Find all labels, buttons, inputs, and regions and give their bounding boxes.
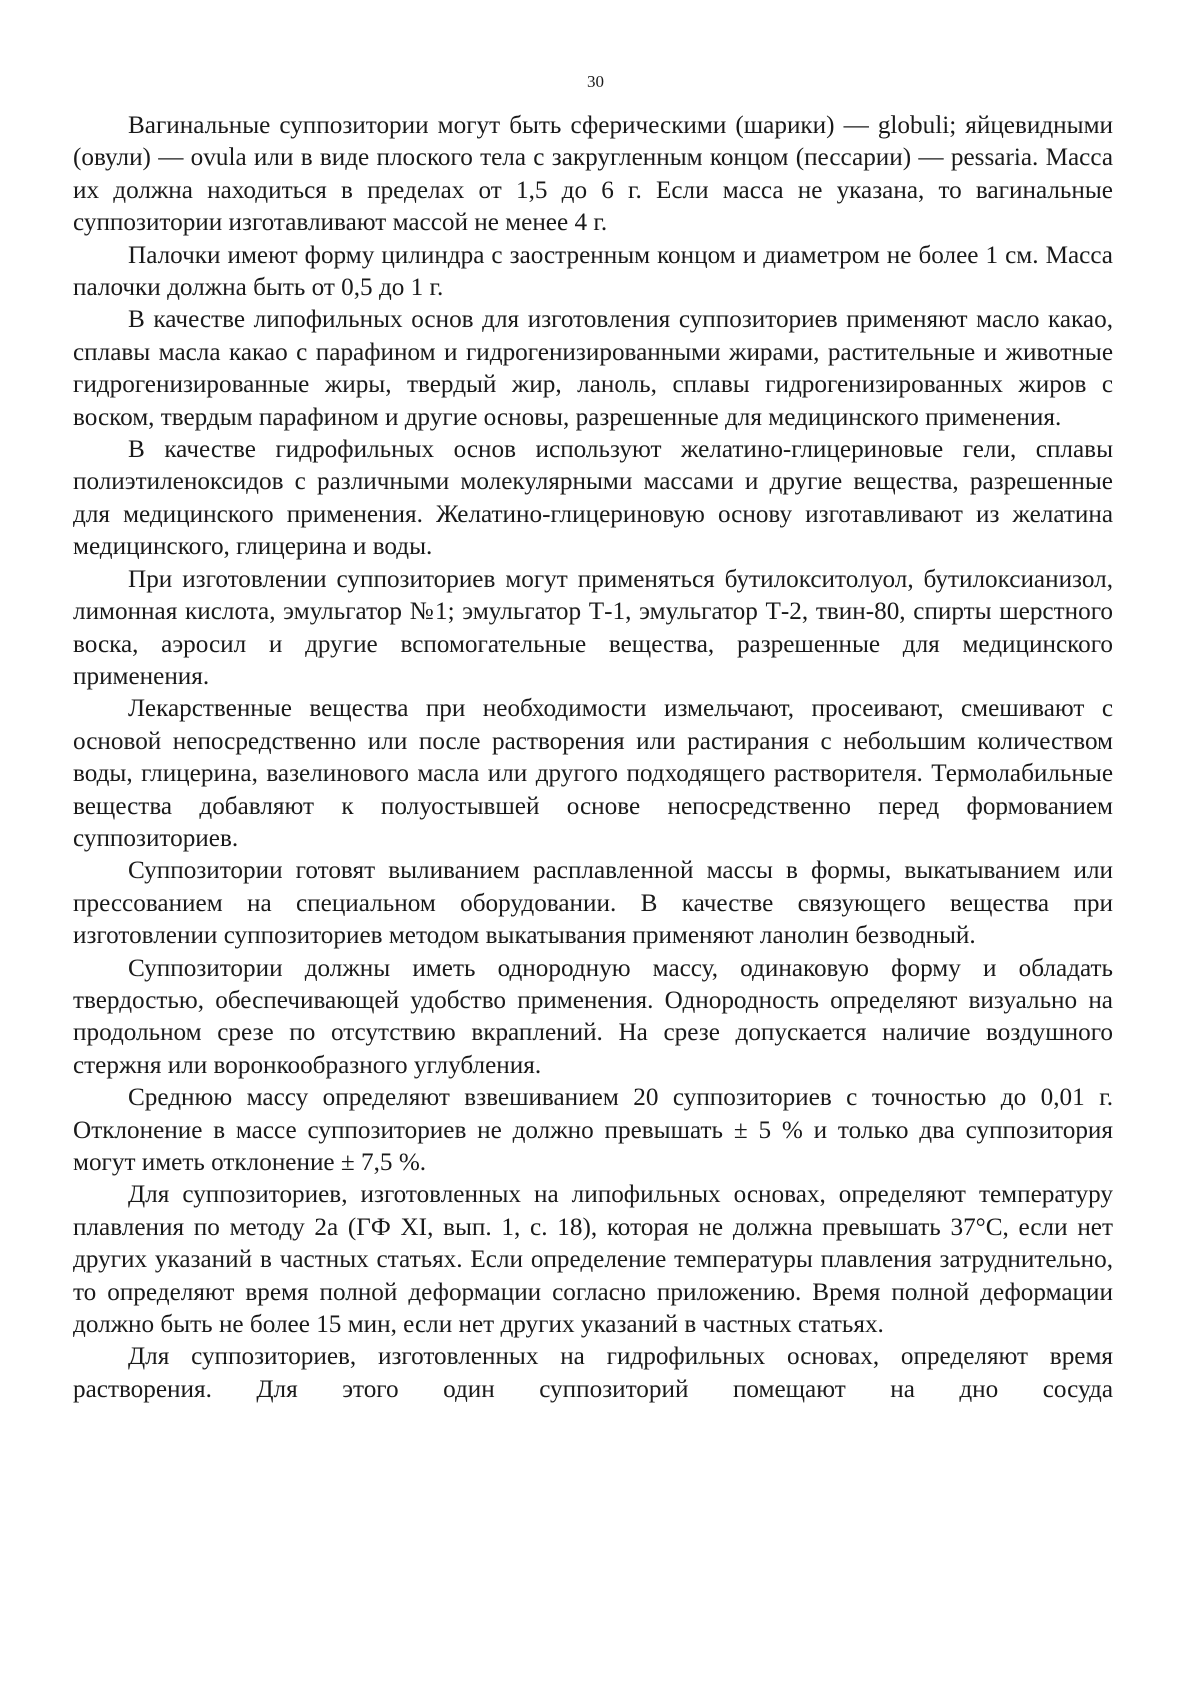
paragraph-dissolution-time: Для суппозиториев, изготовленных на гидрофильных основах, определяют время растворения. Для этого один суппозиторий помещают на дно сосуда (73, 1343, 1113, 1403)
paragraph-lipophilic-bases: В качестве липофильных основ для изготовления суппозиториев применяют масло какао, сплавы масла какао с парафином и гидрогенизированными жирами, растительные и животные гидрогенизированные жиры, твердый жир, ланоль, сплавы гидрогенизированных жиров с воском, твердым парафином и другие основы, разрешенные для медицинского применения. (73, 306, 1113, 431)
page-number: 30 (587, 72, 604, 91)
paragraph-average-mass: Среднюю массу определяют взвешиванием 20 суппозиториев с точностью до 0,01 г. Отклонение в массе суппозиториев не должно превышать ± 5 % и только два суппозитория могут иметь отклонение ± 7,5 %. (73, 1084, 1113, 1176)
document-body (73, 110, 1113, 1406)
paragraph-vaginal-suppositories: Вагинальные суппозитории могут быть сферическими (шарики) — globuli; яйцевидными (овули) — ovula или в виде плоского тела с закругленным концом (пессарии) — pessaria. Масса их должна находиться в пределах от 1,5 до 6 г. Если масса не указана, то вагинальные суппозитории изготавливают массой не менее 4 г. (73, 112, 1113, 237)
paragraph-hydrophilic-bases: В качестве гидрофильных основ используют желатино-глицериновые гели, сплавы полиэтиленоксидов с различными молекулярными массами и другие вещества, разрешенные для медицинского применения. Желатино-глицериновую основу изготавливают из желатина медицинского, глицерина и воды. (73, 436, 1113, 561)
paragraph-homogeneity: Суппозитории должны иметь однородную массу, одинаковую форму и обладать твердостью, обеспечивающей удобство применения. Однородность определяют визуально на продольном срезе по отсутствию вкраплений. На срезе допускается наличие воздушного стержня или воронкообразного углубления. (73, 954, 1113, 1079)
paragraph-melting-temperature: Для суппозиториев, изготовленных на липофильных основах, определяют температуру плавления по методу 2а (ГФ XI, вып. 1, с. 18), которая не должна превышать 37°С, если нет других указаний в частных статьях. Если определение температуры плавления затруднительно, то определяют время полной деформации согласно приложению. Время полной деформации должно быть не более 15 мин, если нет других указаний в частных статьях. (73, 1181, 1113, 1339)
paragraph-drug-substances: Лекарственные вещества при необходимости измельчают, просеивают, смешивают с основой непосредственно или после растворения или растирания с небольшим количеством воды, глицерина, вазелинового масла или другого подходящего растворителя. Термолабильные вещества добавляют к полуостывшей основе непосредственно перед формованием суппозиториев. (73, 695, 1113, 852)
paragraph-excipients: При изготовлении суппозиториев могут применяться бутилокситолуол, бутилоксианизол, лимонная кислота, эмульгатор №1; эмульгатор Т-1, эмульгатор Т-2, твин-80, спирты шерстного воска, аэросил и другие вспомогательные вещества, разрешенные для медицинского применения. (73, 565, 1113, 690)
paragraph-sticks: Палочки имеют форму цилиндра с заостренным концом и диаметром не более 1 см. Масса палочки должна быть от 0,5 до 1 г. (73, 241, 1113, 302)
paragraph-preparation-methods: Суппозитории готовят выливанием расплавленной массы в формы, выкатыванием или прессованием на специальном оборудовании. В качестве связующего вещества при изготовлении суппозиториев методом выкатывания применяют ланолин безводный. (73, 857, 1113, 950)
